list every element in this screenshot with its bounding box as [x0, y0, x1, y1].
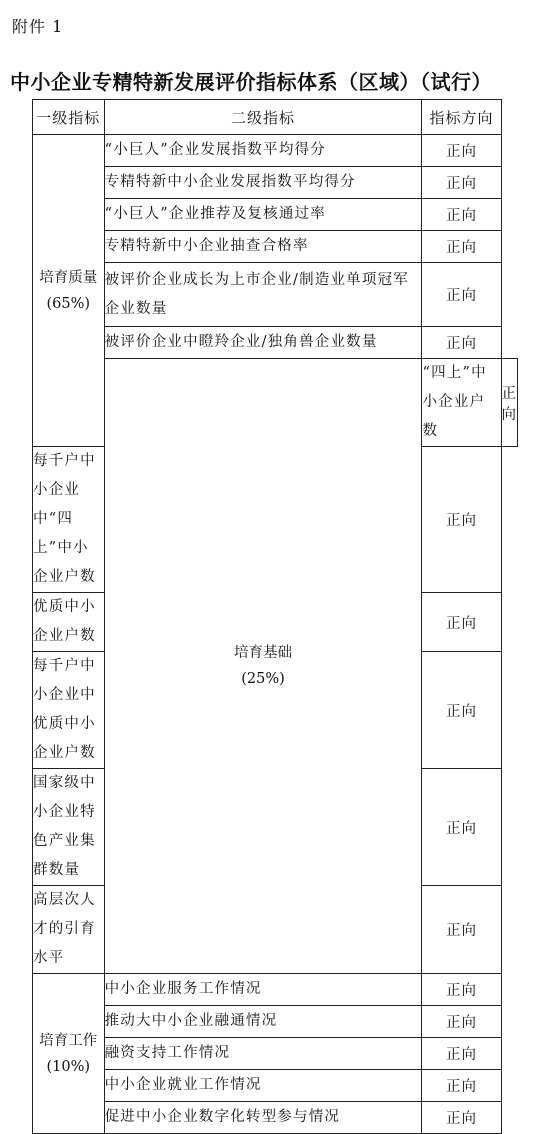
direction-cell: 正向: [422, 1006, 501, 1038]
table-row: [33, 167, 518, 199]
group-cell-work: [33, 974, 105, 1134]
header-level1: 一级指标: [33, 100, 105, 135]
table-row: [33, 1038, 518, 1070]
indicator-cell: 国家级中小企业特色产业集群数量: [33, 769, 105, 886]
direction-cell: 正向: [422, 1102, 501, 1134]
table-row: [33, 199, 518, 231]
indicator-cell: 被评价企业中瞪羚企业/独角兽企业数量: [104, 327, 422, 359]
direction-cell: 正向: [422, 886, 501, 974]
table-row: [33, 231, 518, 263]
indicator-cell: 每千户中小企业中优质中小企业户数: [33, 652, 105, 769]
indicator-cell: 专精特新中小企业发展指数平均得分: [104, 167, 422, 199]
table-row: [33, 359, 518, 447]
indicator-cell: “四上”中小企业户数: [422, 359, 501, 447]
indicator-cell: 推动大中小企业融通情况: [104, 1006, 422, 1038]
direction-cell: 正向: [501, 359, 518, 447]
direction-cell: 正向: [422, 769, 501, 886]
direction-cell: 正向: [422, 1070, 501, 1102]
indicator-table: [32, 99, 518, 1134]
direction-cell: 正向: [422, 974, 501, 1006]
table-header-row: [33, 100, 518, 135]
table-row: [33, 263, 518, 327]
indicator-cell: 中小企业就业工作情况: [104, 1070, 422, 1102]
group-name: 培育工作: [39, 1032, 98, 1049]
direction-cell: 正向: [422, 1038, 501, 1070]
header-level2: 二级指标: [104, 100, 422, 135]
direction-cell: 正向: [422, 199, 501, 231]
document-title: 中小企业专精特新发展评价指标体系（区域）（试行）: [10, 70, 492, 94]
direction-cell: 正向: [422, 447, 501, 593]
indicator-cell: 被评价企业成长为上市企业/制造业单项冠军企业数量: [104, 263, 422, 327]
table-row: [33, 1006, 518, 1038]
indicator-cell: 融资支持工作情况: [104, 1038, 422, 1070]
indicator-cell: 高层次人才的引育水平: [33, 886, 105, 974]
direction-cell: 正向: [422, 593, 501, 652]
indicator-cell: “小巨人”企业推荐及复核通过率: [104, 199, 422, 231]
direction-cell: 正向: [422, 652, 501, 769]
header-direction: 指标方向: [422, 100, 501, 135]
direction-cell: 正向: [422, 327, 501, 359]
group-weight: (10%): [46, 1058, 91, 1075]
direction-cell: 正向: [422, 167, 501, 199]
table-row: [33, 327, 518, 359]
direction-cell: 正向: [422, 263, 501, 327]
table-row: [33, 135, 518, 167]
indicator-cell: 促进中小企业数字化转型参与情况: [104, 1102, 422, 1134]
indicator-cell: 每千户中小企业中“四上”中小企业户数: [33, 447, 105, 593]
group-cell-foundation: [104, 359, 422, 974]
group-weight: (25%): [241, 671, 285, 687]
group-cell-quality: [33, 135, 105, 447]
group-name: 培育基础: [234, 645, 293, 661]
indicator-cell: 中小企业服务工作情况: [104, 974, 422, 1006]
direction-cell: 正向: [422, 135, 501, 167]
direction-cell: 正向: [422, 231, 501, 263]
table-row: [33, 1102, 518, 1134]
group-weight: (65%): [46, 295, 91, 312]
attachment-label: 附件 1: [12, 17, 64, 36]
group-name: 培育质量: [39, 269, 98, 286]
indicator-cell: 专精特新中小企业抽查合格率: [104, 231, 422, 263]
table-row: [33, 974, 518, 1006]
indicator-cell: 优质中小企业户数: [33, 593, 105, 652]
indicator-cell: “小巨人”企业发展指数平均得分: [104, 135, 422, 167]
table-row: [33, 1070, 518, 1102]
